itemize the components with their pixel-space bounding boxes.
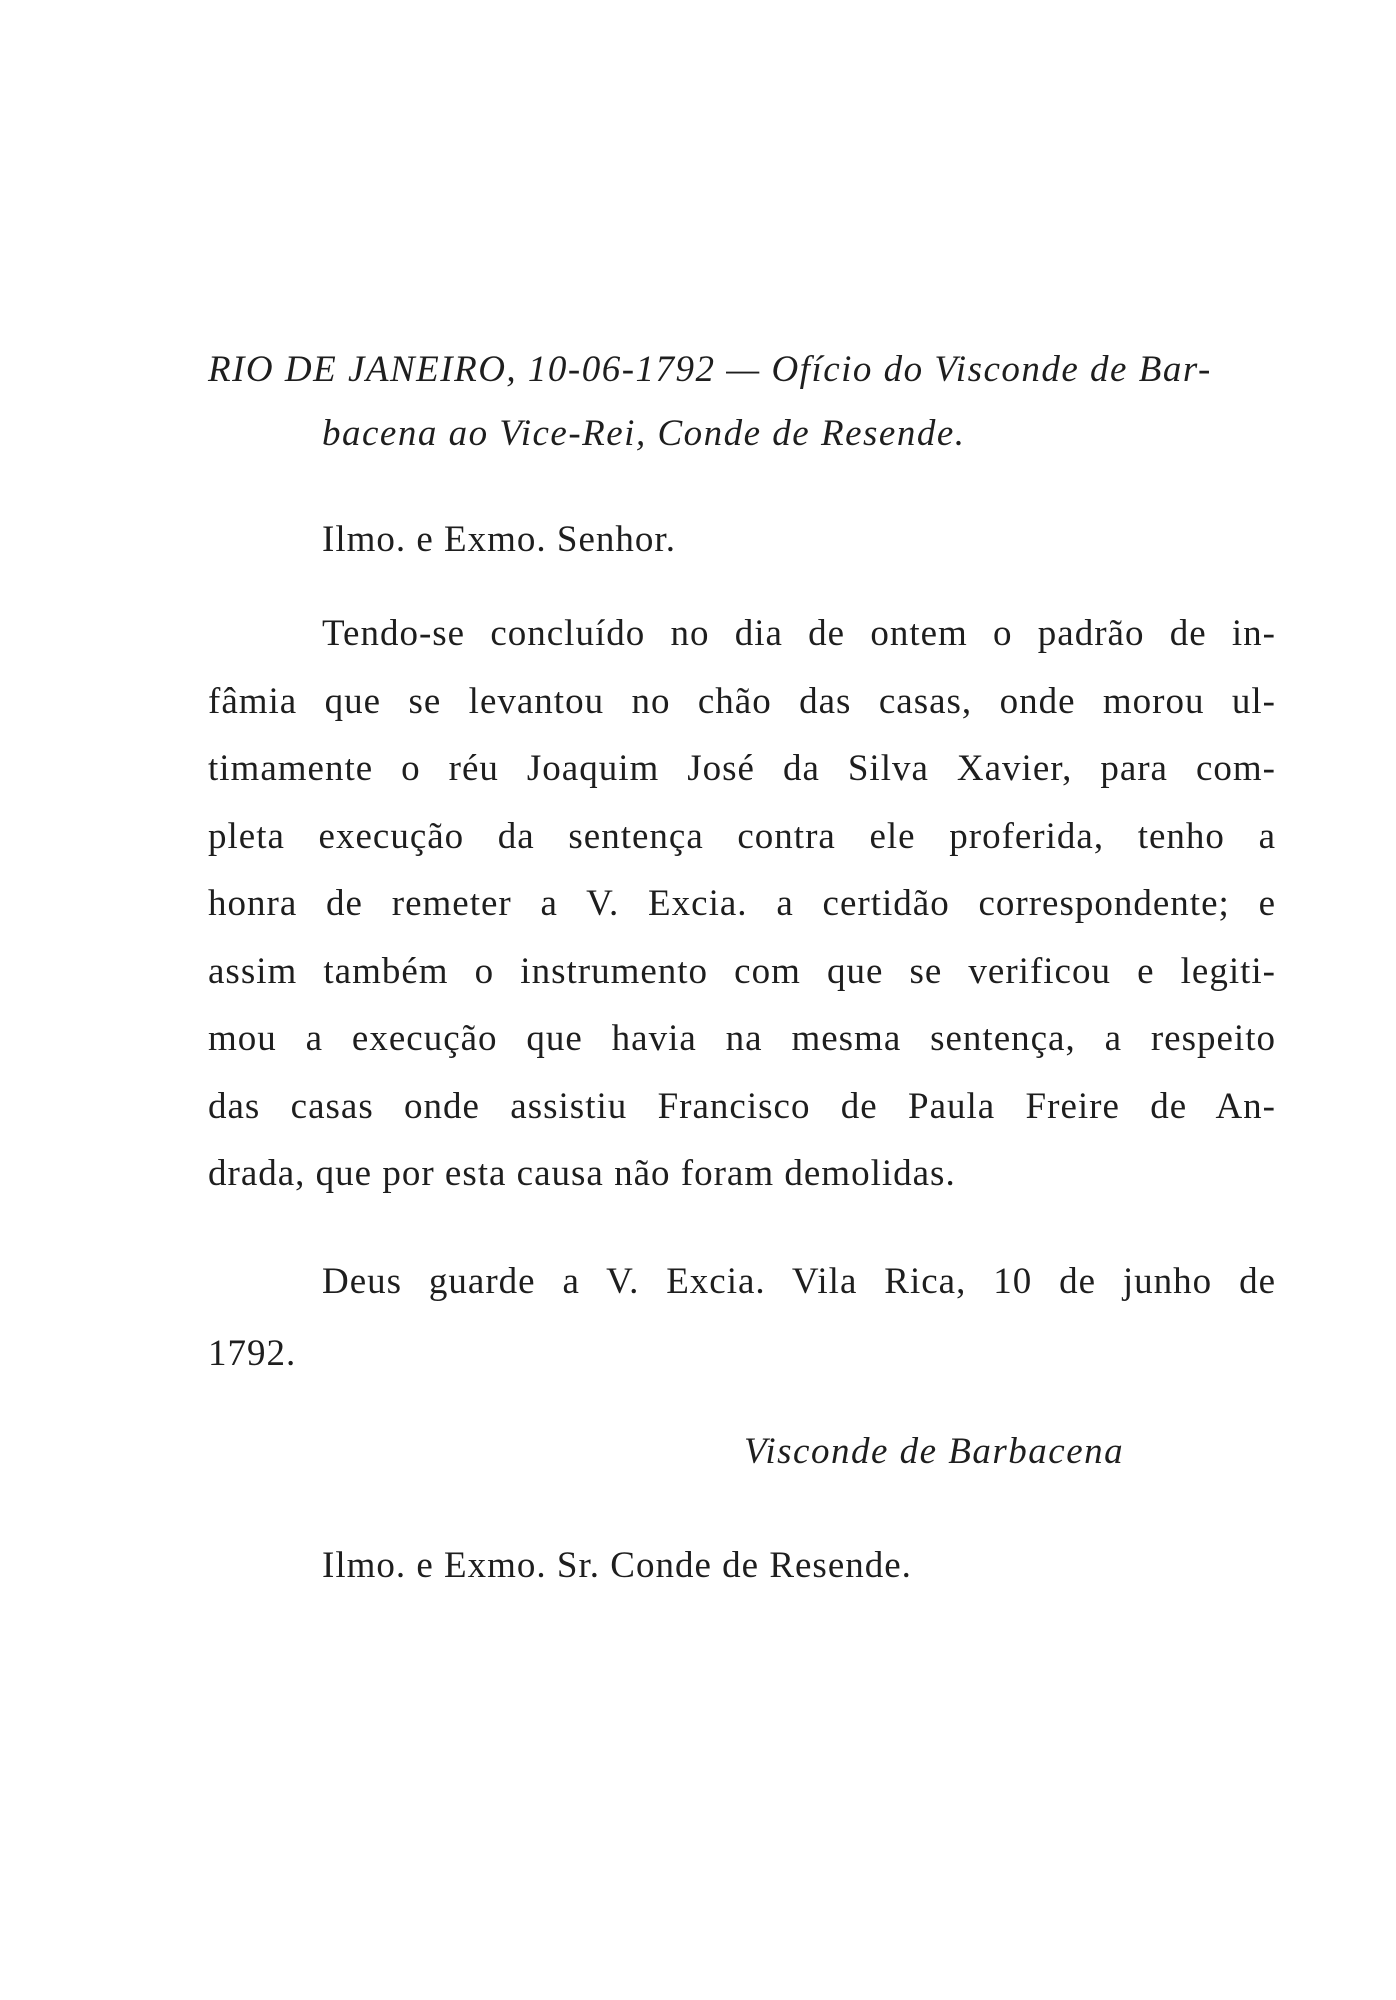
body-line: mou a execução que havia na mesma sentença, a respeito <box>208 1018 1276 1059</box>
body-line: pleta execução da sentença contra ele proferida, tenho a <box>208 815 1276 857</box>
body-line: honra de remeter a V. Excia. a certidão correspondente; e <box>208 883 1276 924</box>
heading-line-2: bacena ao Vice-Rei, Conde de Resende. <box>322 413 966 454</box>
body-line: timamente o réu Joaquim José da Silva Xavier, para com- <box>208 748 1276 789</box>
body-line: fâmia que se levantou no chão das casas, onde morou ul- <box>208 680 1276 722</box>
signature: Visconde de Barbacena <box>744 1431 1125 1472</box>
body-line: Tendo-se concluído no dia de ontem o padrão de in- <box>322 613 1276 654</box>
addressee: Ilmo. e Exmo. Sr. Conde de Resende. <box>322 1545 912 1586</box>
body-line: assim também o instrumento com que se verificou e legiti- <box>208 950 1276 992</box>
heading-line-1: RIO DE JANEIRO, 10-06-1792 — Ofício do Visconde de Bar- <box>208 349 1212 390</box>
document-heading <box>208 338 1288 466</box>
closing-date-year: 1792. <box>208 1333 297 1374</box>
body-line: drada, que por esta causa não foram demolidas. <box>208 1153 956 1194</box>
letter-closing <box>208 1246 1276 1390</box>
salutation: Ilmo. e Exmo. Senhor. <box>322 519 676 560</box>
body-line: das casas onde assistiu Francisco de Paula Freire de An- <box>208 1085 1276 1127</box>
closing-line-1: Deus guarde a V. Excia. Vila Rica, 10 de junho de <box>322 1261 1276 1302</box>
letter-body <box>208 600 1276 1208</box>
